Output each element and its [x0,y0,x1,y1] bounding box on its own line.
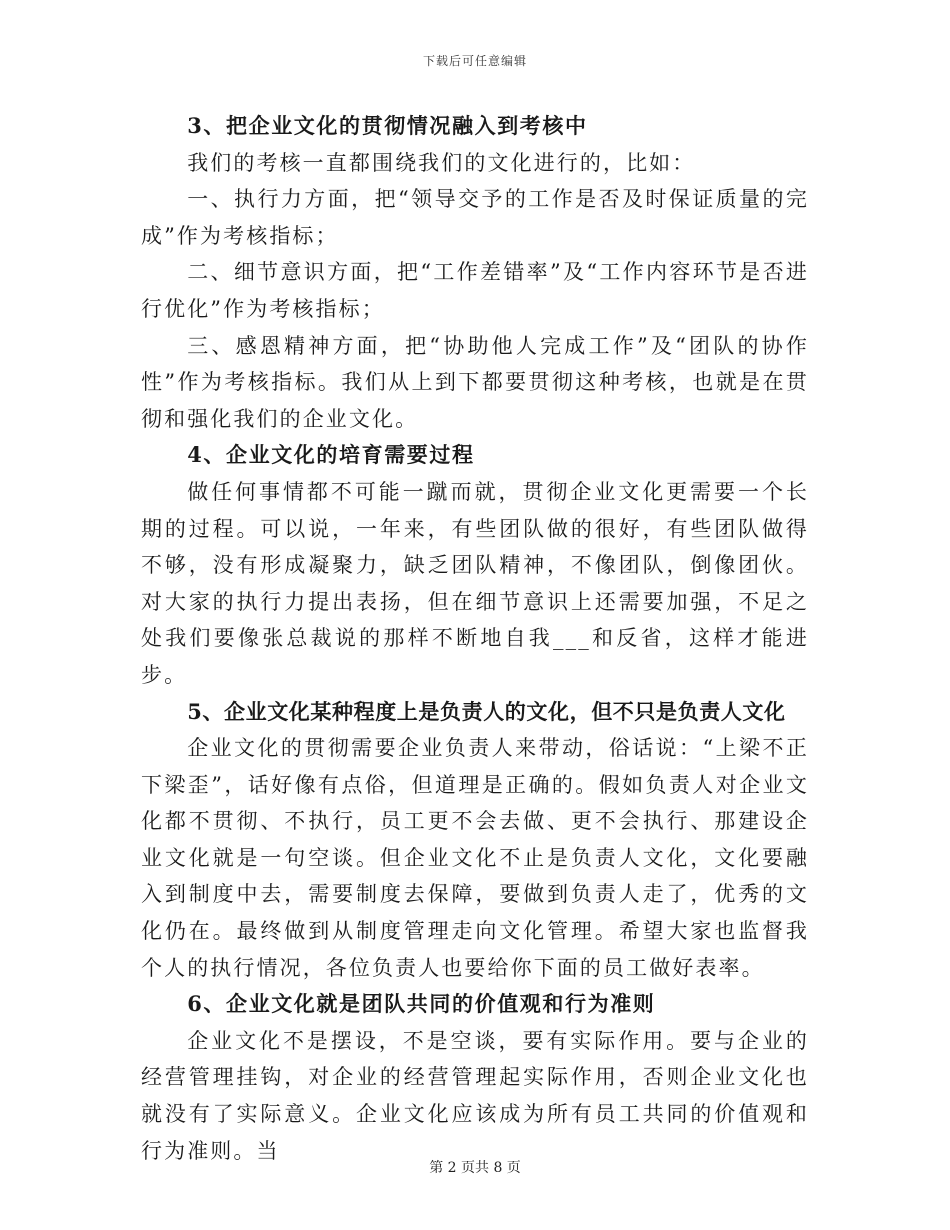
section-heading: 3、把企业文化的贯彻情况融入到考核中 [187,113,588,138]
section-heading: 4、企业文化的培育需要过程 [187,442,475,468]
paragraph: 一、执行力方面，把“领导交予的工作是否及时保证质量的完成”作为考核指标； [141,187,809,248]
paragraph: 二、细节意识方面，把“工作差错率”及“工作内容环节是否进行优化”作为考核指标； [141,260,809,321]
document-body [141,108,809,1169]
paragraph: 企业文化不是摆设，不是空谈，要有实际作用。要与企业的经营管理挂钩，对企业的经营管理起实际作用，否则企业文化也就没有了实际意义。企业文化应该成为所有员工共同的价值观和行为准则。当 [141,1028,809,1163]
section-heading: 5、企业文化某种程度上是负责人的文化，但不只是负责人文化 [187,698,786,724]
paragraph: 做任何事情都不可能一蹴而就，贯彻企业文化更需要一个长期的过程。可以说，一年来，有些团队做的很好，有些团队做得不够，没有形成凝聚力，缺乏团队精神，不像团队，倒像团伙。对大家的执行力提出表扬，但在细节意识上还需要加强，不足之处我们要像张总裁说的那样不断地自我___和反省，这样才能进步。 [141,479,809,687]
page-number: 第 2 页共 8 页 [429,1160,521,1176]
paragraph: 我们的考核一直都围绕我们的文化进行的，比如： [187,150,696,175]
paragraph: 三、感恩精神方面，把“协助他人完成工作”及“团队的协作性”作为考核指标。我们从上到下都要贯彻这种考核，也就是在贯彻和强化我们的企业文化。 [141,333,809,431]
section-heading: 6、企业文化就是团队共同的价值观和行为准则 [187,991,656,1017]
paragraph: 企业文化的贯彻需要企业负责人来带动，俗话说：“上梁不正下梁歪”，话好像有点俗，但道理是正确的。假如负责人对企业文化都不贯彻、不执行，员工更不会去做、更不会执行、那建设企业文化就是一句空谈。但企业文化不止是负责人文化，文化要融入到制度中去，需要制度去保障，要做到负责人走了，优秀的文化仍在。最终做到从制度管理走向文化管理。希望大家也监督我个人的执行情况，各位负责人也要给你下面的员工做好表率。 [141,736,809,980]
page-header: 下载后可任意编辑 [422,54,527,68]
